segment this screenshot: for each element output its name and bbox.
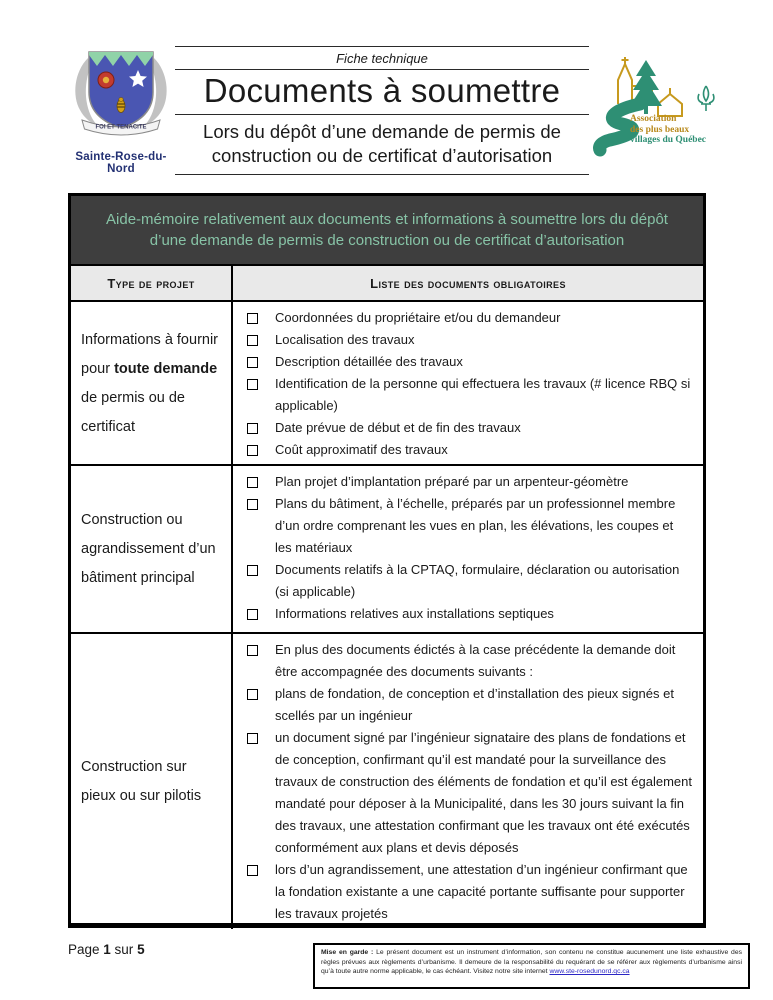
requirements-table <box>68 193 706 928</box>
checkbox-icon <box>247 733 258 744</box>
checklist-item <box>241 373 693 417</box>
documents-cell <box>233 302 703 465</box>
checklist-item <box>241 351 693 373</box>
disclaimer-box <box>313 943 750 989</box>
checklist-item <box>241 603 693 625</box>
checkbox-icon <box>247 865 258 876</box>
project-type-label: Construction ou agrandissement d’un bâtiment principal <box>81 511 216 586</box>
document-subtitle: Lors du dépôt d’une demande de permis de construction ou de certificat d’autorisation <box>175 115 589 175</box>
checkbox-icon <box>247 423 258 434</box>
project-type-label: Construction sur pieux ou sur pilotis <box>81 758 202 804</box>
association-name-line2: des plus beaux <box>630 124 690 135</box>
association-name-line1: Association <box>630 114 677 124</box>
checkbox-icon <box>247 445 258 456</box>
municipality-name: Sainte-Rose-du-Nord <box>75 151 167 175</box>
checkbox-icon <box>247 609 258 620</box>
project-type-cell <box>71 466 233 632</box>
association-name <box>630 114 728 146</box>
checkbox-icon <box>247 313 258 324</box>
checkbox-icon <box>247 357 258 368</box>
document-kicker: Fiche technique <box>175 46 589 70</box>
checklist-item <box>241 307 693 329</box>
table-column-headers <box>71 264 703 300</box>
table-row <box>71 632 703 923</box>
checklist-item <box>241 329 693 351</box>
disclaimer-lead: Mise en garde : <box>321 949 374 956</box>
checklist-item-label: Plan projet d’implantation préparé par un arpenteur-géomètre <box>275 474 629 489</box>
checklist-item-label: Identification de la personne qui effectuera les travaux (# licence RBQ si applicable) <box>275 376 691 413</box>
checkbox-icon <box>247 689 258 700</box>
checklist-item <box>241 559 693 603</box>
checklist-item <box>241 493 693 559</box>
checklist-item <box>241 417 693 439</box>
table-row <box>71 300 703 464</box>
checklist-item <box>241 439 693 461</box>
column-header-documents: Liste des documents obligatoires <box>370 275 566 291</box>
association-logo <box>588 42 728 160</box>
fleur-de-lis-icon <box>698 86 714 111</box>
documents-cell <box>233 634 703 929</box>
crest-motto: FOI ET TENACITE <box>95 124 147 131</box>
checklist-item <box>241 859 693 925</box>
checkbox-icon <box>247 477 258 488</box>
checklist-item <box>241 639 693 683</box>
table-banner: Aide-mémoire relativement aux documents et informations à soumettre lors du dépôt d’une demande de permis de construction ou de certificat d’autorisation <box>71 196 703 264</box>
checklist-item <box>241 727 693 859</box>
table-row <box>71 464 703 632</box>
checklist-item <box>241 683 693 727</box>
documents-cell <box>233 466 703 632</box>
municipal-crest-logo <box>64 44 178 175</box>
checklist-item-label: un document signé par l’ingénieur signataire des plans de fondations et de conception, confirmant qu’il est mandaté pour la surveillance des travaux de construction des éléments de fondation et qu’il est également mandaté pour déposer à la Municipalité, dans les 30 jours suivant la fin des travaux, une attestation confirmant que les travaux ont été exécutés conformément aux plans et devis déposés <box>275 730 692 855</box>
checklist-item-label: Coordonnées du propriétaire et/ou du demandeur <box>275 310 561 325</box>
checklist-item-label: Description détaillée des travaux <box>275 354 463 369</box>
checkbox-icon <box>247 645 258 656</box>
page-number: Page 1 sur 5 <box>68 942 145 957</box>
checkbox-icon <box>247 499 258 510</box>
project-type-cell <box>71 302 233 465</box>
project-type-label: Informations à fournir pour toute demande de permis ou de certificat <box>81 331 219 435</box>
project-type-cell <box>71 634 233 929</box>
checkbox-icon <box>247 379 258 390</box>
coat-of-arms-icon <box>64 44 178 144</box>
checklist-item-label: Date prévue de début et de fin des travaux <box>275 420 521 435</box>
document-header <box>175 46 589 175</box>
checkbox-icon <box>247 335 258 346</box>
checkbox-icon <box>247 565 258 576</box>
checklist-item-label: Coût approximatif des travaux <box>275 442 448 457</box>
checklist-item-label: Informations relatives aux installations septiques <box>275 606 554 621</box>
checklist-item-label: Documents relatifs à la CPTAQ, formulaire, déclaration ou autorisation (si applicable) <box>275 562 680 599</box>
checklist-item-label: Plans du bâtiment, à l’échelle, préparés par un professionnel membre d’un ordre comprenant les vues en plan, les élévations, les coupes et les matériaux <box>275 496 676 555</box>
website-link[interactable]: www.ste-rosedunord.qc.ca <box>549 968 630 976</box>
checklist-item-label: lors d’un agrandissement, une attestation d’un ingénieur confirmant que la fondation existante a une capacité portante suffisante pour supporter les travaux projetés <box>275 862 688 921</box>
document-title: Documents à soumettre <box>175 70 589 115</box>
checklist-item-label: plans de fondation, de conception et d’installation des pieux signés et scellés par un ingénieur <box>275 686 674 723</box>
disclaimer-text: Le présent document est un instrument d’information, son contenu ne constitue aucunement une liste exhaustive des règles prévues aux règlements d’urbanisme. Il demeure de la responsabilité du requérant de se référer aux règlements d’urbanisme ainsi qu’à toute autre norme applicable, le cas échéant. Visitez notre site internet <box>321 949 743 976</box>
association-name-line3: villages du Québec <box>630 135 707 145</box>
column-header-project-type: Type de projet <box>71 266 233 300</box>
checklist-item-label: En plus des documents édictés à la case précédente la demande doit être accompagnée des documents suivants : <box>275 642 676 679</box>
checklist-item <box>241 471 693 493</box>
checklist-item-label: Localisation des travaux <box>275 332 415 347</box>
